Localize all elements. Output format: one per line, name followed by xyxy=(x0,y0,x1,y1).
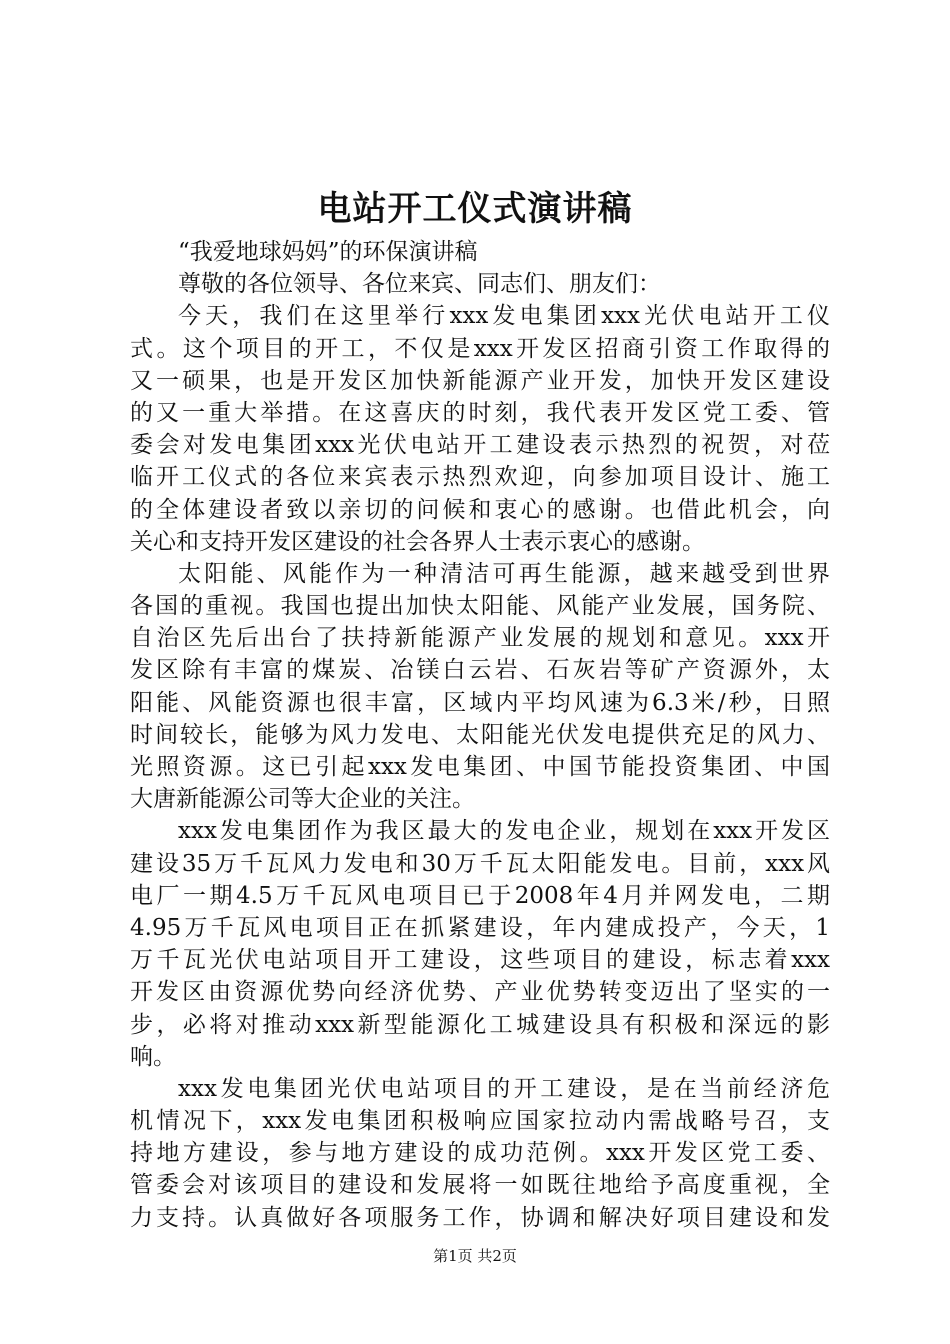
paragraph-line: 关心和支持开发区建设的社会各界人士表示衷心的感谢。 xyxy=(130,528,705,555)
paragraph-line: 的全体建设者致以亲切的问候和衷心的感谢。也借此机会，向 xyxy=(130,496,830,523)
paragraph-line: 大唐新能源公司等大企业的关注。 xyxy=(130,786,475,813)
paragraph-line: 万千瓦光伏电站项目开工建设，这些项目的建设，标志着xxx xyxy=(130,947,830,974)
paragraph-line: 建设35万千瓦风力发电和30万千瓦太阳能发电。目前，xxx风 xyxy=(130,850,830,877)
paragraph-line: 临开工仪式的各位来宾表示热烈欢迎，向参加项目设计、施工 xyxy=(130,464,830,491)
document-body xyxy=(130,236,830,1234)
paragraph-line: 步，必将对推动xxx新型能源化工城建设具有积极和深远的影 xyxy=(130,1011,830,1038)
paragraph xyxy=(130,815,830,1073)
paragraph xyxy=(130,300,830,558)
paragraph-line: 太阳能、风能作为一种清洁可再生能源，越来越受到世界 xyxy=(178,560,830,587)
paragraph-line: 持地方建设，参与地方建设的成功范例。xxx开发区党工委、 xyxy=(130,1140,830,1167)
paragraph-line: xxx发电集团作为我区最大的发电企业，规划在xxx开发区 xyxy=(178,818,830,845)
paragraph-line: 今天，我们在这里举行xxx发电集团xxx光伏电站开工仪 xyxy=(178,303,830,330)
paragraph xyxy=(130,558,830,816)
paragraph-line: 阳能、风能资源也很丰富，区域内平均风速为6.3米/秒，日照 xyxy=(130,689,830,716)
paragraph-line: 各国的重视。我国也提出加快太阳能、风能产业发展，国务院、 xyxy=(130,593,830,620)
paragraph-line: 机情况下，xxx发电集团积极响应国家拉动内需战略号召，支 xyxy=(130,1108,830,1135)
paragraph-line: 自治区先后出台了扶持新能源产业发展的规划和意见。xxx开 xyxy=(130,625,830,652)
paragraph-line: 响。 xyxy=(130,1043,176,1070)
paragraph-line: 委会对发电集团xxx光伏电站开工建设表示热烈的祝贺，对莅 xyxy=(130,432,830,459)
paragraph-line: 时间较长，能够为风力发电、太阳能光伏发电提供充足的风力、 xyxy=(130,721,830,748)
paragraph-line: 4.95万千瓦风电项目正在抓紧建设，年内建成投产，今天，1 xyxy=(130,914,830,941)
paragraph-line: 式。这个项目的开工，不仅是xxx开发区招商引资工作取得的 xyxy=(130,335,830,362)
paragraph-line: 管委会对该项目的建设和发展将一如既往地给予高度重视，全 xyxy=(130,1172,830,1199)
paragraph-line: 的又一重大举措。在这喜庆的时刻，我代表开发区党工委、管 xyxy=(130,399,830,426)
paragraph xyxy=(130,1073,830,1234)
document-title: 电站开工仪式演讲稿 xyxy=(317,189,633,229)
subtitle-line: “我爱地球妈妈”的环保演讲稿 xyxy=(178,239,478,265)
paragraph-line: 发区除有丰富的煤炭、冶镁白云岩、石灰岩等矿产资源外，太 xyxy=(130,657,830,684)
paragraph-line: 光照资源。这已引起xxx发电集团、中国节能投资集团、中国 xyxy=(130,754,830,780)
paragraph-line: 又一硕果，也是开发区加快新能源产业开发，加快开发区建设 xyxy=(130,367,830,394)
paragraph-line: 力支持。认真做好各项服务工作，协调和解决好项目建设和发 xyxy=(130,1204,830,1231)
page-indicator: 第1页 共2页 xyxy=(433,1247,517,1265)
paragraph-line: 电厂一期4.5万千瓦风电项目已于2008年4月并网发电，二期 xyxy=(130,882,830,909)
paragraph-line: 开发区由资源优势向经济优势、产业优势转变迈出了坚实的一 xyxy=(130,979,830,1006)
paragraph-line: xxx发电集团光伏电站项目的开工建设，是在当前经济危 xyxy=(178,1075,830,1102)
greeting-line: 尊敬的各位领导、各位来宾、同志们、朋友们： xyxy=(178,271,661,298)
